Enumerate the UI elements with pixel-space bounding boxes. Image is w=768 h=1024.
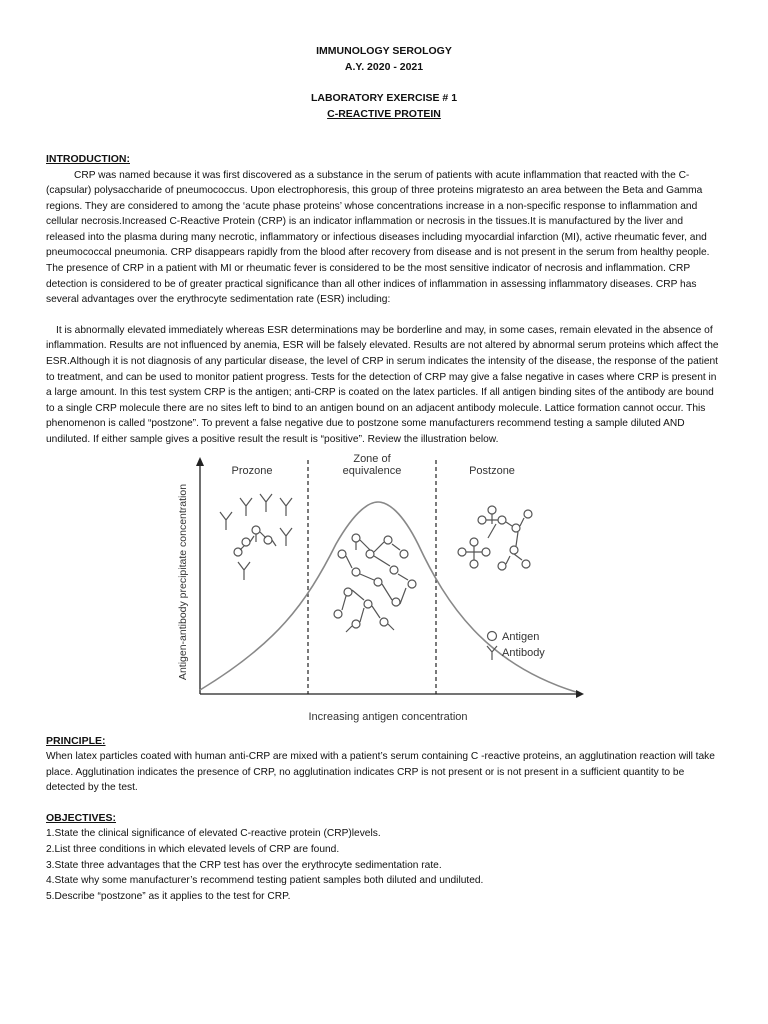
equivalence-label-line2: equivalence: [342, 464, 402, 477]
antibody-icon: [260, 494, 272, 512]
x-axis-arrow-icon: [576, 690, 584, 698]
antigen-legend-label: Antigen: [502, 630, 540, 643]
prozone-label: Prozone: [231, 464, 273, 477]
objective-item: 4.State why some manufacturer’s recommend testing patient samples both diluted and undiluted.: [46, 875, 484, 887]
postzone-label: Postzone: [469, 464, 515, 477]
objective-item: 2.List three conditions in which elevated levels of CRP are found.: [46, 843, 340, 855]
introduction-paragraph-2: It is abnormally elevated immediately whereas ESR determinations may be borderline and may, in some cases, remain elevated in the absence of inflammation. Results are not influenced by anemia, ESR will be falsely elevated. Results are not altered by abnormal serum proteins which affect the ESR.Although it is not diagnosis of any particular disease, the level of CRP in serum indicates the intensity of the disease, the response of the patient to treatment, and can be used to monitor patient progress. Tests for the detection of CRP may give a false negative in cases where CRP is present in a large amount. In this test system CRP is the antigen; anti-CRP is coated on the latex particles. If all antigen binding sites of the antibody are bound to a single CRP molecule there are no sites left to bind to an antigen bound on an adjacent antibody molecule. Lattice formation cannot occur. This phenomenon is called “postzone”. To prevent a false negative due to postzone some manufacturers recommend testing a sample diluted AND undiluted. If either sample gives a positive result the result is “positive”. Review the illustration below.: [46, 324, 719, 445]
antigen-legend-icon: [488, 631, 497, 640]
antibody-legend-label: Antibody: [502, 646, 545, 659]
x-axis-label: Increasing antigen concentration: [308, 710, 468, 723]
academic-year: A.Y. 2020 - 2021: [344, 60, 424, 73]
objectives-list: [46, 826, 722, 904]
antibody-icon: [280, 498, 292, 516]
introduction-heading: INTRODUCTION:: [46, 153, 130, 165]
course-title: IMMUNOLOGY SEROLOGY: [316, 45, 452, 57]
antigen-icon: [234, 548, 242, 556]
antibody-icon: [240, 498, 252, 516]
antibody-icon: [238, 562, 250, 580]
prozone-postzone-figure: [46, 454, 722, 734]
principle-heading: PRINCIPLE:: [46, 734, 106, 747]
legend: [487, 631, 545, 660]
y-axis-arrow-icon: [196, 457, 204, 466]
introduction-paragraph-1: CRP was named because it was first discovered as a substance in the serum of patients with acute inflammation that reacted with the C-(capsular) polysaccharide of pneumococcus. Upon electrophoresis, this group of three proteins migratesto an area between the Beta and Gamma regions. They are considered to among the ‘acute phase proteins’ whose concentrations increase in a non-specific response to inflammation and cellular necrosis.Increased C-Reactive Protein (CRP) is an indicator inflammation or necrosis in the tissues.It is manufactured by the liver and released into the plasma during many necrotic, inflammatory or infectious diseases including myocardial infarction (MI), active rheumatic fever, and pneumococcal pneumonia. CRP disappears rapidly from the blood after recovery from disease and is not present in the serum from healthy people. The presence of CRP in a patient with MI or rheumatic fever is considered to be the most sensitive indicator of necrosis and inflammation. CRP detection is considered to be of greater practical significance than all other indices of inflammation in assessing inflammatory diseases. CRP has several advantages over the erythrocyte sedimentation rate (ESR) including:: [46, 169, 710, 306]
objective-item: 1.State the clinical significance of elevated C-reactive protein (CRP)levels.: [46, 828, 381, 840]
principle-paragraph: When latex particles coated with human anti-CRP are mixed with a patient’s serum containing C -reactive proteins, an agglutination reaction will take place. Agglutination indicates the presence of CRP, no agglutination indicates CRP is not present or is not present in a sufficient quantity to be detected by the test.: [46, 751, 715, 794]
equivalence-lattice: [334, 534, 416, 632]
antibody-icon: [220, 512, 232, 530]
antibody-icon: [280, 528, 292, 546]
antigen-icon: [242, 538, 250, 546]
equivalence-label-line1: Zone of: [353, 453, 391, 465]
document-page: [46, 44, 722, 904]
y-axis-label: Antigen-antibody precipitate concentration: [177, 483, 189, 680]
prozone-antibodies: [220, 494, 292, 580]
precipitation-curve-diagram: [156, 454, 586, 734]
exercise-title: LABORATORY EXERCISE # 1: [310, 92, 458, 104]
postzone-antigen-antibody-complexes: [458, 506, 532, 570]
objectives-heading: OBJECTIVES:: [46, 811, 117, 824]
antigen-icon: [252, 526, 260, 534]
objective-item: 3.State three advantages that the CRP test has over the erythrocyte sedimentation rate.: [46, 859, 442, 871]
objective-item: 5.Describe “postzone” as it applies to the test for CRP.: [46, 890, 291, 902]
topic-title: C-REACTIVE PROTEIN: [327, 107, 441, 120]
